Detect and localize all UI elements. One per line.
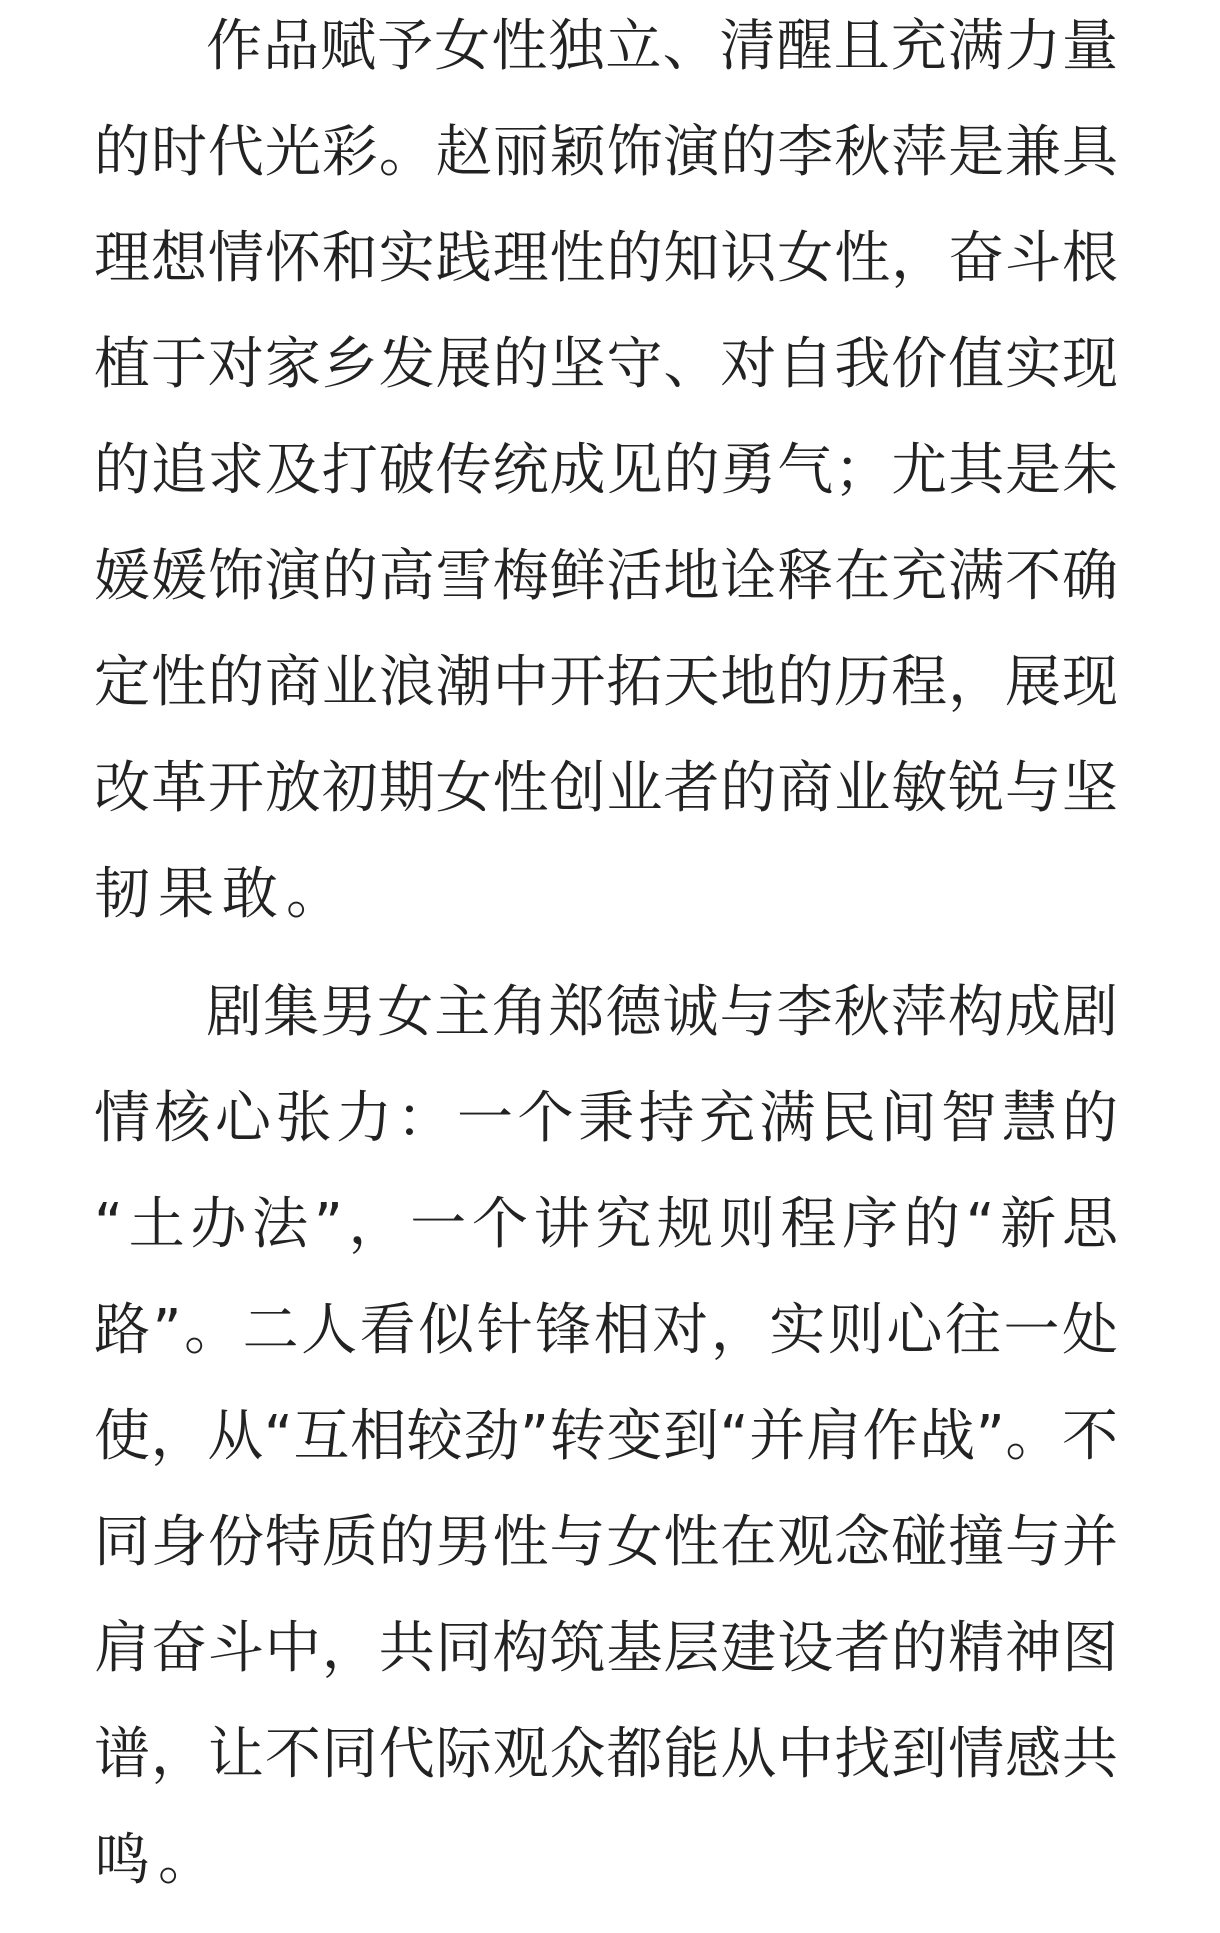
text-line: 鸣。 bbox=[94, 1828, 222, 1893]
paragraph-leads-tension bbox=[94, 960, 1118, 1914]
text-line: 韧果敢。 bbox=[94, 862, 350, 927]
text-line: 定性的商业浪潮中开拓天地的历程，展现 bbox=[94, 650, 1118, 715]
text-line: 谱，让不同代际观众都能从中找到情感共 bbox=[94, 1722, 1118, 1787]
text-line: 路”。二人看似针锋相对，实则心往一处 bbox=[94, 1298, 1118, 1363]
text-line: “土办法”，一个讲究规则程序的“新思 bbox=[94, 1192, 1118, 1257]
text-line: 植于对家乡发展的坚守、对自我价值实现 bbox=[94, 332, 1118, 397]
paragraph-women-characters bbox=[94, 0, 1118, 948]
text-line: 的追求及打破传统成见的勇气；尤其是朱 bbox=[94, 438, 1118, 503]
text-line: 作品赋予女性独立、清醒且充满力量 bbox=[206, 14, 1118, 79]
text-line: 理想情怀和实践理性的知识女性，奋斗根 bbox=[94, 226, 1118, 291]
text-line: 同身份特质的男性与女性在观念碰撞与并 bbox=[94, 1510, 1118, 1575]
text-line: 剧集男女主角郑德诚与李秋萍构成剧 bbox=[206, 980, 1118, 1045]
text-line: 情核心张力：一个秉持充满民间智慧的 bbox=[94, 1086, 1118, 1151]
text-line: 媛媛饰演的高雪梅鲜活地诠释在充满不确 bbox=[94, 544, 1118, 609]
text-line: 肩奋斗中，共同构筑基层建设者的精神图 bbox=[94, 1616, 1118, 1681]
text-line: 使，从“互相较劲”转变到“并肩作战”。不 bbox=[94, 1404, 1118, 1469]
text-line: 改革开放初期女性创业者的商业敏锐与坚 bbox=[94, 756, 1118, 821]
text-line: 的时代光彩。赵丽颖饰演的李秋萍是兼具 bbox=[94, 120, 1118, 185]
